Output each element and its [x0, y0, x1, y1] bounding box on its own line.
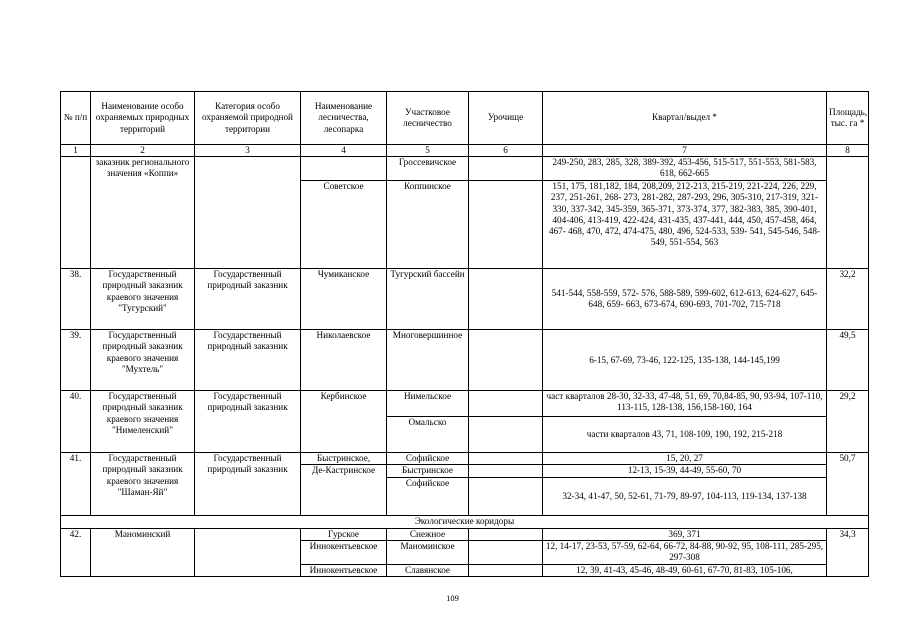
quarter-cell: части кварталов 43, 71, 108-109, 190, 192, 215-218	[543, 417, 827, 453]
category-cell: Государственный природный заказник	[195, 391, 301, 453]
tract-cell	[469, 453, 543, 465]
header-territory-name: Наименование особо охраняемых природных территорий	[91, 92, 195, 145]
forestry-cell: Гурское	[301, 528, 387, 540]
district-forestry-cell: Софийское	[387, 453, 469, 465]
area-cell: 34,3	[827, 528, 869, 576]
tract-cell	[469, 391, 543, 417]
territory-name-cell: Государственный природный заказник краевого значения "Мухтель"	[91, 330, 195, 391]
district-forestry-cell: Гроссевичское	[387, 157, 469, 181]
column-number: 6	[469, 145, 543, 157]
district-forestry-cell: Многовершинное	[387, 330, 469, 391]
area-cell: 32,2	[827, 269, 869, 330]
district-forestry-cell: Коппинское	[387, 181, 469, 269]
category-cell: Государственный природный заказник	[195, 269, 301, 330]
column-numbers-row	[61, 145, 869, 157]
quarter-cell: 249-250, 283, 285, 328, 389-392, 453-456, 515-517, 551-553, 581-583, 618, 662-665	[543, 157, 827, 181]
tract-cell	[469, 269, 543, 330]
page-number: 109	[446, 593, 459, 603]
header-tract: Урочище	[469, 92, 543, 145]
territory-name-cell: Государственный природный заказник краевого значения "Тугурский"	[91, 269, 195, 330]
row-number-cell	[61, 157, 91, 269]
area-cell	[827, 157, 869, 269]
row-number-cell: 41.	[61, 453, 91, 515]
column-number: 1	[61, 145, 91, 157]
row-number-cell: 38.	[61, 269, 91, 330]
category-cell: Государственный природный заказник	[195, 330, 301, 391]
quarter-cell: 541-544, 558-559, 572- 576, 588-589, 599-602, 612-613, 624-627, 645-648, 659- 663, 673-674, 690-693, 701-702, 715-718	[543, 269, 827, 330]
tract-cell	[469, 181, 543, 269]
district-forestry-cell: Нимельское	[387, 391, 469, 417]
territory-name-cell: заказник регионального значения «Коппи»	[91, 157, 195, 269]
area-cell: 50,7	[827, 453, 869, 515]
forest-reserve-table	[60, 91, 869, 577]
area-cell: 49,5	[827, 330, 869, 391]
forestry-cell: Кербинское	[301, 391, 387, 453]
district-forestry-cell: Омальско	[387, 417, 469, 453]
row-number-cell: 42.	[61, 528, 91, 576]
header-area: Площадь, тыс. га *	[827, 92, 869, 145]
quarter-cell: 15, 20, 27	[543, 453, 827, 465]
quarter-cell: 6-15, 67-69, 73-46, 122-125, 135-138, 144-145,199	[543, 330, 827, 391]
quarter-cell: 12, 39, 41-43, 45-46, 48-49, 60-61, 67-70, 81-83, 105-106,	[543, 564, 827, 576]
row-number-cell: 39.	[61, 330, 91, 391]
header-category: Категория особо охраняемой природной территории	[195, 92, 301, 145]
header-district-forestry: Участковое лесничество	[387, 92, 469, 145]
category-cell	[195, 157, 301, 269]
column-number: 4	[301, 145, 387, 157]
tract-cell	[469, 528, 543, 540]
table-row	[61, 157, 869, 181]
district-forestry-cell: Тугурский бассейн	[387, 269, 469, 330]
district-forestry-cell: Славянское	[387, 564, 469, 576]
tract-cell	[469, 157, 543, 181]
forestry-cell: Николаевское	[301, 330, 387, 391]
header-quarter: Квартал/выдел *	[543, 92, 827, 145]
column-number: 8	[827, 145, 869, 157]
tract-cell	[469, 540, 543, 564]
tract-cell	[469, 465, 543, 477]
header-forestry: Наименование лесничества, лесопарка	[301, 92, 387, 145]
quarter-cell: 151, 175, 181,182, 184, 208,209, 212-213, 215-219, 221-224, 226, 229, 237, 251-261, 268- 273, 281-282, 287-293, 296, 305-310, 217-319, 321-330, 337-342, 345-359, 365-371, 373-374, 377, 382-383, 385, 390-401, 404-406, 413-419, 422-424, 431-435, 437-441, 444, 450, 457-458, 464, 467- 468, 470, 472, 474-475, 480, 496, 524-533, 539- 541, 545-546, 548-549, 551-554, 563	[543, 181, 827, 269]
header-number: № п/п	[61, 92, 91, 145]
forestry-cell: Чумиканское	[301, 269, 387, 330]
quarter-cell: 12, 14-17, 23-53, 57-59, 62-64, 66-72, 84-88, 90-92, 95, 108-111, 285-295, 297-308	[543, 540, 827, 564]
district-forestry-cell: Быстринское	[387, 465, 469, 477]
district-forestry-cell: Снежное	[387, 528, 469, 540]
tract-cell	[469, 477, 543, 515]
quarter-cell: 12-13, 15-39, 44-49, 55-60, 70	[543, 465, 827, 477]
quarter-cell: част кварталов 28-30, 32-33, 47-48, 51, 69, 70,84-85, 90, 93-94, 107-110, 113-115, 128-138, 156,158-160, 164	[543, 391, 827, 417]
forestry-cell: Иннокентьевское	[301, 564, 387, 576]
quarter-cell: 32-34, 41-47, 50, 52-61, 71-79, 89-97, 104-113, 119-134, 137-138	[543, 477, 827, 515]
column-number: 5	[387, 145, 469, 157]
territory-name-cell: Государственный природный заказник краевого значения "Нимеленский"	[91, 391, 195, 453]
quarter-cell: 369, 371	[543, 528, 827, 540]
tract-cell	[469, 564, 543, 576]
tract-cell	[469, 330, 543, 391]
column-number: 3	[195, 145, 301, 157]
forestry-cell: Быстринское,	[301, 453, 387, 465]
table-row	[61, 528, 869, 540]
forestry-cell: Иннокентьевское	[301, 540, 387, 564]
category-cell: Государственный природный заказник	[195, 453, 301, 515]
table-row	[61, 391, 869, 417]
table-row	[61, 269, 869, 330]
table-row	[61, 330, 869, 391]
column-number: 2	[91, 145, 195, 157]
district-forestry-cell: Софийское	[387, 477, 469, 515]
territory-name-cell: Маноминский	[91, 528, 195, 576]
section-title: Экологические коридоры	[61, 515, 869, 528]
section-row	[61, 515, 869, 528]
category-cell	[195, 528, 301, 576]
tract-cell	[469, 417, 543, 453]
territory-name-cell: Государственный природный заказник краевого значения "Шаман-Яй"	[91, 453, 195, 515]
area-cell: 29,2	[827, 391, 869, 453]
table-header-row	[61, 92, 869, 145]
forestry-cell: Де-Кастринское	[301, 465, 387, 515]
table-row	[61, 453, 869, 465]
row-number-cell: 40.	[61, 391, 91, 453]
forestry-cell	[301, 157, 387, 181]
column-number: 7	[543, 145, 827, 157]
district-forestry-cell: Маноминское	[387, 540, 469, 564]
forestry-cell: Советское	[301, 181, 387, 269]
